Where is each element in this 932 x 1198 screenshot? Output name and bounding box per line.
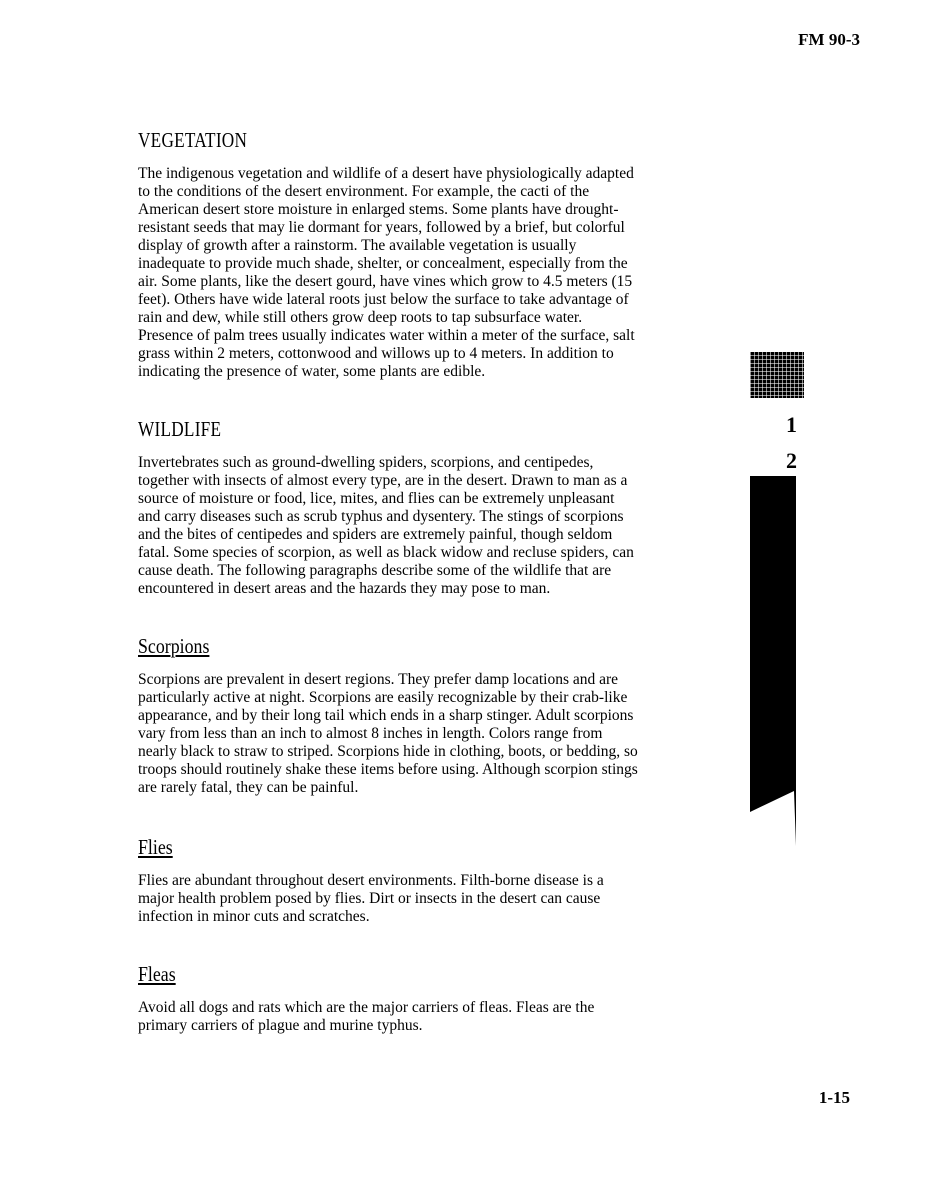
chapter-tab-2: 2	[786, 448, 797, 473]
page-body	[138, 128, 638, 1035]
chapter-tab-1: 1	[786, 412, 797, 437]
document-id: FM 90-3	[798, 30, 860, 49]
fleas-heading: Fleas	[138, 962, 176, 986]
fleas-section	[138, 962, 638, 1035]
wildlife-section	[138, 417, 638, 598]
fleas-paragraph: Avoid all dogs and rats which are the major carriers of fleas. Fleas are the primary carriers of plague and murine typhus.	[138, 999, 595, 1034]
flies-section	[138, 835, 638, 926]
page-number: 1-15	[818, 1088, 850, 1107]
wildlife-paragraph: Invertebrates such as ground-dwelling spiders, scorpions, and centipedes, together with insects of almost every type, are in the desert. Drawn to man as a source of moisture or food, lice, mites, and flies can be extremely unpleasant and carry diseases such as scrub typhus and dysentery. The stings of scorpions and the bites of centipedes and spiders are extremely painful, though seldom fatal. Some species of scorpion, as well as black widow and recluse spiders, can cause death. The following paragraphs describe some of the wildlife that are encountered in desert areas and the hazards they may pose to man.	[138, 454, 634, 597]
scorpions-heading: Scorpions	[138, 634, 210, 658]
scorpions-section	[138, 634, 638, 797]
vegetation-heading: VEGETATION	[138, 128, 248, 152]
wildlife-heading: WILDLIFE	[138, 417, 222, 441]
chapter-tab-bar	[750, 476, 810, 851]
scorpions-paragraph: Scorpions are prevalent in desert regions. They prefer damp locations and are particularly active at night. Scorpions are easily recognizable by their crab-like appearance, and by their long tail which ends in a sharp stinger. Adult scorpions vary from less than an inch to almost 8 inches in length. Colors range from nearly black to straw to striped. Scorpions hide in clothing, boots, or bedding, so troops should routinely shake these items before using. Although scorpion stings are rarely fatal, they can be painful.	[138, 671, 638, 796]
vegetation-section	[138, 128, 638, 381]
flies-paragraph: Flies are abundant throughout desert environments. Filth-borne disease is a major health problem posed by flies. Dirt or insects in the desert can cause infection in minor cuts and scratches.	[138, 872, 604, 925]
vegetation-paragraph: The indigenous vegetation and wildlife of a desert have physiologically adapted to the conditions of the desert environment. For example, the cacti of the American desert store moisture in enlarged stems. Some plants have drought-resistant seeds that may lie dormant for years, followed by a brief, but colorful display of growth after a rainstorm. The available vegetation is usually inadequate to provide much shade, shelter, or concealment, especially from the air. Some plants, like the desert gourd, have vines which grow to 4.5 meters (15 feet). Others have wide lateral roots just below the surface to take advantage of rain and dew, while still others grow deep roots to tap subsurface water. Presence of palm trees usually indicates water within a meter of the surface, salt grass within 2 meters, cottonwood and willows up to 4 meters. In addition to indicating the presence of water, some plants are edible.	[138, 165, 635, 380]
flies-heading: Flies	[138, 835, 173, 859]
chapter-tab-grid	[750, 352, 804, 398]
